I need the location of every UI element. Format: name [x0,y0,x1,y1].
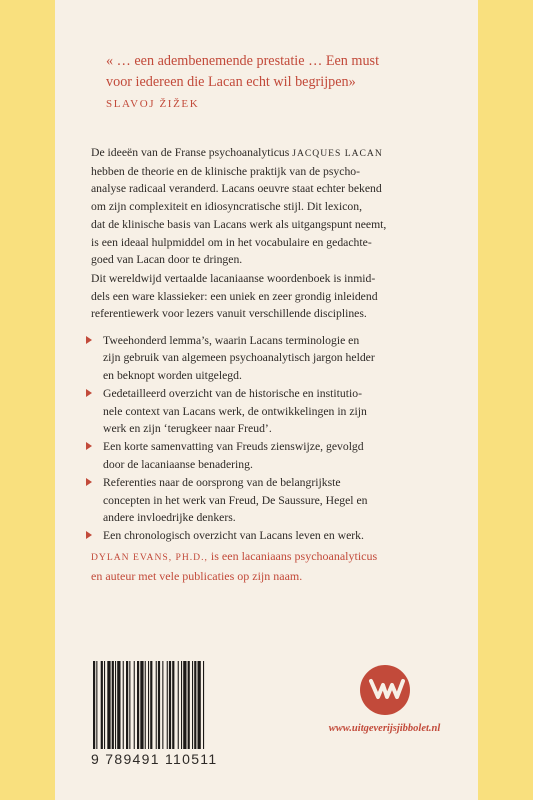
intro-paragraph [91,144,451,269]
bullet-line: zijn gebruik van algemeen psychoanalytisch jargon helder [103,351,375,365]
quote-author: SLAVOJ ŽIŽEK [106,98,200,110]
intro-line: analyse radicaal veranderd. Lacans oeuvre staat echter bekend [91,182,382,196]
quote-line: voor iedereen die Lacan echt wil begrijpen» [106,74,356,90]
barcode-bar [140,661,143,749]
triangle-bullet-icon [86,531,92,539]
author-name: DYLAN EVANS, PH.D., [91,552,208,563]
barcode-bar [145,661,146,749]
barcode-bar [192,661,193,749]
bio-line: en auteur met vele publicaties op zijn naam. [91,569,303,583]
blurb-quote [106,51,466,93]
bullet-line: Een korte samenvatting van Freuds zienswijze, gevolgd [103,440,364,454]
isbn-barcode [91,661,246,749]
barcode-bar [158,661,160,749]
para2-line: dels een ware klassieker: een uniek en zeer grondig inleidend [91,289,378,303]
bullet-line: Referenties naar de oorsprong van de belangrijkste [103,476,341,490]
barcode-bar [150,661,152,749]
barcode-bar [194,661,196,749]
list-item [83,474,453,526]
intro-line: goed van Lacan door te dringen. [91,253,243,267]
barcode-bar [198,661,201,749]
barcode-bar [115,661,116,749]
bio-line [91,547,451,567]
intro-line [91,144,451,163]
barcode-bar [169,661,171,749]
barcode-bar [112,661,114,749]
bullet-line: Tweehonderd lemma’s, waarin Lacans terminologie en [103,334,360,347]
list-item [83,438,453,473]
barcode-bar [134,661,135,749]
barcode-bar [178,661,179,749]
barcode-bar [96,661,97,749]
para2-line: Dit wereldwijd vertaalde lacaniaanse woordenboek is inmid- [91,272,376,285]
intro-text: De ideeën van de Franse psychoanalyticus [91,146,293,159]
list-item [83,527,453,544]
barcode-bar [129,661,130,749]
barcode-bar [203,661,204,749]
intro-line: is een ideaal hulpmiddel om in het vocabulaire en gedachte- [91,235,372,249]
barcode-bar [107,661,110,749]
barcode-bar [181,661,182,749]
barcode-bar [137,661,139,749]
quote-line: « … een adembenemende prestatie … Een must [106,53,380,69]
triangle-bullet-icon [86,389,92,397]
list-item [83,332,453,384]
bullet-line: andere invloedrijke denkers. [103,511,236,525]
barcode-bar [101,661,103,749]
bullet-line: Een chronologisch overzicht van Lacans leven en werk. [103,529,364,543]
barcode-bar [148,661,149,749]
para2-line: referentiewerk voor lezers vanuit verschillende disciplines. [91,307,367,321]
barcode-bar [104,661,105,749]
barcode-bar [117,661,120,749]
barcode-bar [126,661,128,749]
bullet-line: door de lacaniaanse benadering. [103,457,253,471]
barcode-bar [162,661,163,749]
intro-line: om zijn complexiteit en idiosyncratische stijl. Dit lexicon, [91,200,363,214]
isbn-digits: 9 789491 110511 [91,751,218,767]
triangle-bullet-icon [86,442,92,450]
barcode-bar [172,661,174,749]
list-item [83,385,453,437]
barcode-bar [123,661,124,749]
feature-list [83,332,453,546]
publisher-url[interactable]: www.uitgeverijsjibbolet.nl [328,723,441,734]
barcode-bar [93,661,95,749]
author-bio [91,547,451,585]
barcode-bar [167,661,168,749]
triangle-bullet-icon [86,336,92,344]
bullet-line: Gedetailleerd overzicht van de historische en institutio- [103,387,362,401]
intro-line: hebben de theorie en de klinische praktijk van de psycho- [91,164,361,178]
triangle-bullet-icon [86,478,92,486]
subject-name: JACQUES LACAN [292,148,383,159]
bio-text: is een lacaniaans psychoanalyticus [207,549,378,563]
second-paragraph [91,270,451,323]
publisher-logo-icon [359,664,411,716]
intro-line: dat de klinische basis van Lacans werk als uitgangspunt neemt, [91,217,387,231]
bullet-line: nele context van Lacans werk, de ontwikkelingen in zijn [103,404,367,418]
barcode-bar [183,661,186,749]
barcode-bar [188,661,190,749]
bullet-line: concepten in het werk van Freud, De Saussure, Hegel en [103,493,368,507]
bullet-line: werk en zijn ‘terugkeer naar Freud’. [103,422,272,436]
bullet-line: en beknopt worden uitgelegd. [103,368,242,382]
back-cover-panel [55,0,478,800]
barcode-bar [156,661,157,749]
